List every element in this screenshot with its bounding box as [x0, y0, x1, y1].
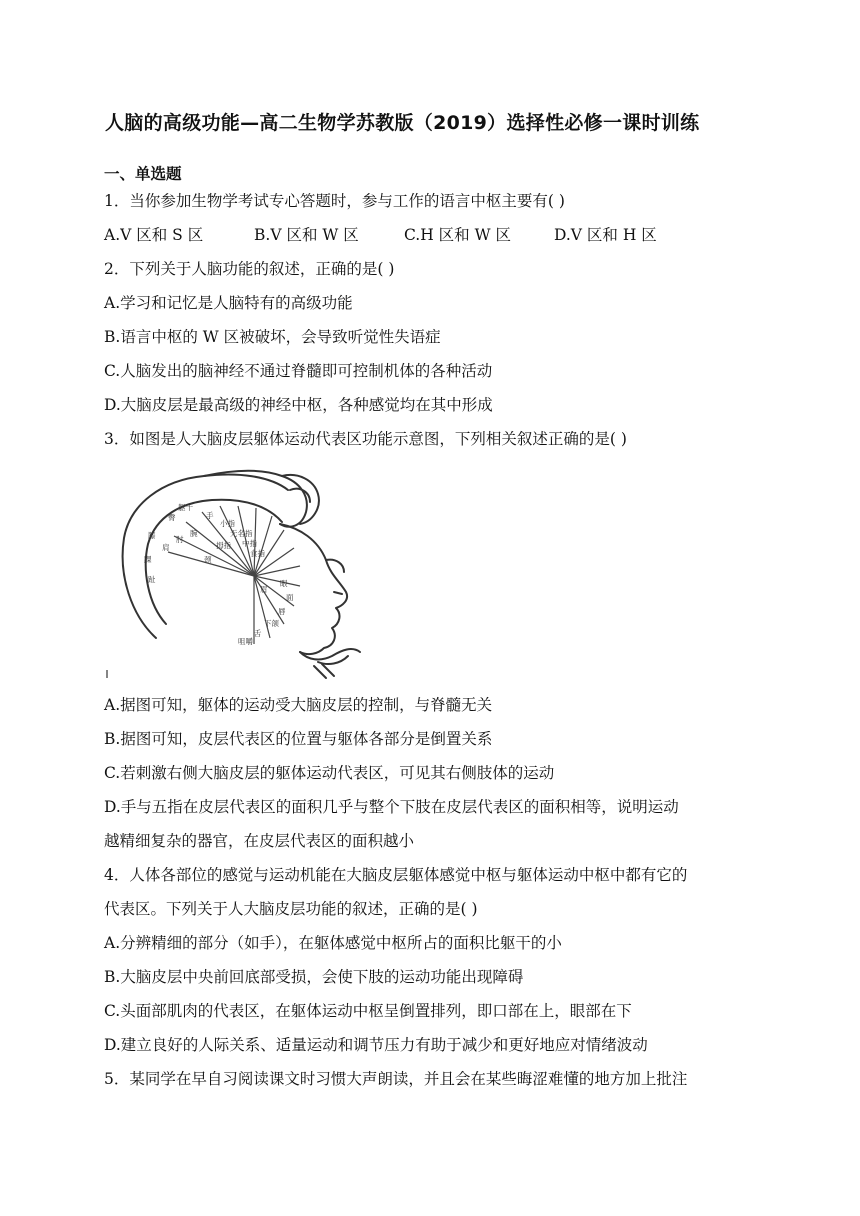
question-3-option-a[interactable]: A.据图可知，躯体的运动受大脑皮层的控制，与脊髓无关	[104, 696, 493, 714]
figure-label: 食指	[250, 549, 265, 558]
document-title: 人脑的高级功能—高二生物学苏教版（2019）选择性必修一课时训练	[105, 112, 700, 134]
question-3-stem: 3．如图是人大脑皮层躯体运动代表区功能示意图，下列相关叙述正确的是( )	[104, 430, 627, 448]
question-4-option-b[interactable]: B.大脑皮层中央前回底部受损，会使下肢的运动功能出现障碍	[104, 968, 524, 986]
question-2-option-d[interactable]: D.大脑皮层是最高级的神经中枢，各种感觉均在其中形成	[104, 396, 493, 414]
question-4-option-d[interactable]: D.建立良好的人际关系、适量运动和调节压力有助于减少和更好地应对情绪波动	[104, 1036, 648, 1054]
figure-label: 面	[286, 593, 294, 602]
figure-label: 眉	[260, 585, 268, 594]
question-4-option-a[interactable]: A.分辨精细的部分（如手），在躯体感觉中枢所占的面积比躯干的小	[104, 934, 562, 952]
question-3-option-c[interactable]: C.若刺激右侧大脑皮层的躯体运动代表区，可见其右侧肢体的运动	[104, 764, 555, 782]
question-1-option-a[interactable]: A.V 区和 S 区	[104, 226, 204, 244]
figure-label: 眼	[280, 579, 288, 588]
figure-label: 咀嚼	[238, 637, 253, 646]
figure-label: 拇指	[216, 541, 231, 550]
question-2-option-b[interactable]: B.语言中枢的 W 区被破坏，会导致听觉性失语症	[104, 328, 441, 346]
question-1-option-d[interactable]: D.V 区和 H 区	[554, 226, 657, 244]
question-3-option-b[interactable]: B.据图可知，皮层代表区的位置与躯体各部分是倒置关系	[104, 730, 493, 748]
question-2-stem: 2．下列关于人脑功能的叙述，正确的是( )	[104, 260, 395, 278]
question-2-option-c[interactable]: C.人脑发出的脑神经不通过脊髓即可控制机体的各种活动	[104, 362, 493, 380]
figure-label: 趾	[148, 575, 156, 584]
question-1-stem: 1．当你参加生物学考试专心答题时，参与工作的语言中枢主要有( )	[104, 192, 565, 210]
question-4-stem-cont: 代表区。下列关于人大脑皮层功能的叙述，正确的是( )	[104, 900, 478, 918]
figure-label: 颈	[204, 555, 212, 564]
figure-label: 手	[206, 511, 214, 520]
figure-label: 下颌	[264, 619, 279, 628]
figure-label: 踝	[144, 555, 152, 564]
motor-cortex-homunculus-figure	[104, 466, 368, 680]
figure-label: 臀	[168, 513, 176, 522]
figure-label: 肘	[176, 535, 184, 544]
question-4-option-c[interactable]: C.头面部肌肉的代表区，在躯体运动中枢呈倒置排列，即口部在上，眼部在下	[104, 1002, 632, 1020]
question-3-option-d-cont: 越精细复杂的器官，在皮层代表区的面积越小	[104, 832, 415, 850]
figure-label: 肩	[162, 543, 170, 552]
question-3-option-d[interactable]: D.手与五指在皮层代表区的面积几乎与整个下肢在皮层代表区的面积相等，说明运动	[104, 798, 679, 816]
question-1-option-b[interactable]: B.V 区和 W 区	[254, 226, 359, 244]
section-heading: 一、单选题	[104, 165, 182, 183]
figure-label: 唇	[278, 607, 286, 616]
question-1-option-c[interactable]: C.H 区和 W 区	[404, 226, 511, 244]
figure-label: 舌	[254, 629, 262, 638]
figure-label: 腕	[190, 529, 198, 538]
question-4-stem: 4．人体各部位的感觉与运动机能在大脑皮层躯体感觉中枢与躯体运动中枢中都有它的	[104, 866, 688, 884]
figure-label: 膝	[148, 531, 156, 540]
figure-label: 躯干	[178, 503, 193, 512]
question-2-option-a[interactable]: A.学习和记忆是人脑特有的高级功能	[104, 294, 353, 312]
figure-label: 无名指	[230, 529, 253, 538]
figure-label: 小指	[220, 519, 235, 528]
figure-label: 中指	[242, 539, 257, 548]
question-1-options	[104, 223, 657, 245]
question-5-stem: 5．某同学在早自习阅读课文时习惯大声朗读，并且会在某些晦涩难懂的地方加上批注	[104, 1070, 688, 1088]
